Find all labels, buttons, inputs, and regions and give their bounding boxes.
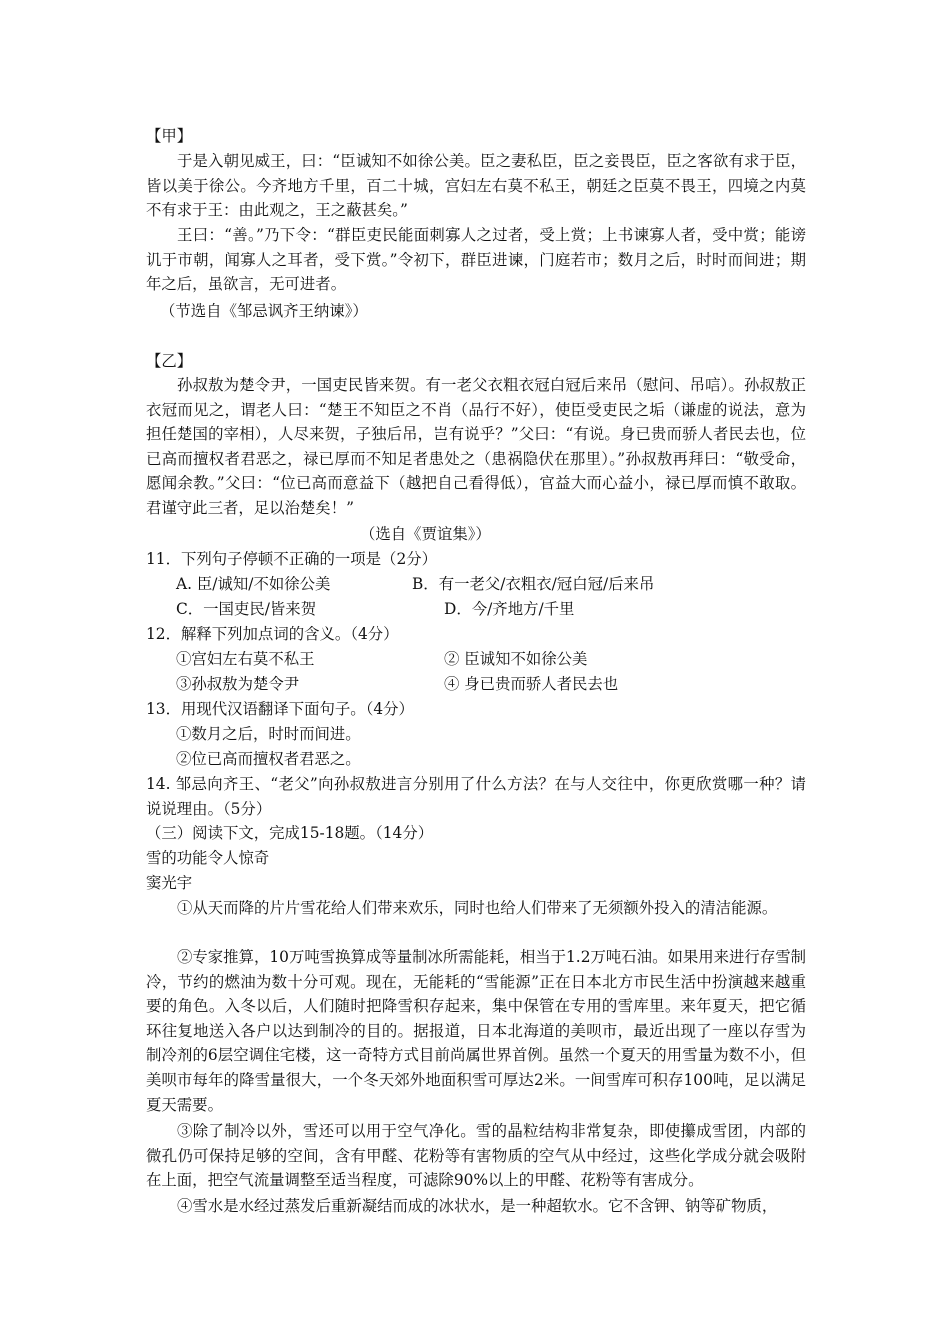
yi-source: （选自《贾谊集》） [360,525,491,543]
q11-stem: 11．下列句子停顿不正确的一项是（2分） [146,550,438,568]
article-paragraph-1: ①从天而降的片片雪花给人们带来欢乐，同时也给人们带来了无须额外投入的清洁能源。 [177,899,778,917]
q11-option-a: A. 臣/诚知/不如徐公美 [176,575,331,593]
q13-stem: 13．用现代汉语翻译下面句子。（4分） [146,700,414,718]
article-author: 窦光宇 [146,874,193,892]
q13-sentence-2: ②位已高而擅权者君恶之。 [176,750,361,768]
q12-item-1: ①宫妇左右莫不私王 [176,650,315,668]
yi-paragraph-1: 孙叔敖为楚令尹，一国吏民皆来贺。有一老父衣粗衣冠白冠后来吊（慰问、吊唁）。孙叔敖正衣冠而见之，谓老人曰：“楚王不知臣之不肖（品行不好），使臣受吏民之垢（谦虚的说法，意为担任楚国的宰相），人尽来贺，子独后吊，岂有说乎？”父曰：“有说。身已贵而骄人者民去也，位已高而擅权者君恶之，禄已厚而不知足者患处之（患祸隐伏在那里）。”孙叔敖再拜曰：“敬受命，愿闻余教。”父曰：“位已高而意益下（越把自己看得低），官益大而心益小，禄已厚而慎不敢取。君谨守此三者，足以治楚矣！” [146,376,806,517]
article-paragraph-3: ③除了制冷以外，雪还可以用于空气净化。雪的晶粒结构非常复杂，即使攥成雪团，内部的微孔仍可保持足够的空间，含有甲醛、花粉等有害物质的空气从中经过，这些化学成分就会吸附在上面，把空气流量调整至适当程度，可滤除90%以上的甲醛、花粉等有害成分。 [146,1122,806,1190]
yi-heading: 【乙】 [146,352,193,370]
section3-heading: （三）阅读下文，完成15-18题。（14分） [146,824,434,842]
q14-stem: 14. 邹忌向齐王、“老父”向孙叔敖进言分别用了什么方法？在与人交往中，你更欣赏哪一种？请说说理由。（5分） [146,775,806,818]
q12-stem: 12．解释下列加点词的含义。（4分） [146,625,399,643]
q11-option-c: C．一国吏民/皆来贺 [176,600,317,618]
q12-item-2: ② 臣诚知不如徐公美 [444,650,588,668]
q13-sentence-1: ①数月之后，时时而间进。 [176,725,361,743]
article-paragraph-2: ②专家推算，10万吨雪换算成等量制冰所需能耗，相当于1.2万吨石油。如果用来进行存雪制冷，节约的燃油为数十分可观。现在，无能耗的“雪能源”正在日本北方市民生活中扮演越来越重要的角色。入冬以后，人们随时把降雪积存起来，集中保管在专用的雪库里。来年夏天，把它循环往复地送入各户以达到制冷的目的。据报道，日本北海道的美呗市，最近出现了一座以存雪为制冷剂的6层空调住宅楼，这一奇特方式目前尚属世界首例。虽然一个夏天的用雪量为数不小，但美呗市每年的降雪量很大，一个冬天郊外地面积雪可厚达2米。一间雪库可积存100吨，足以满足夏天需要。 [146,948,806,1114]
jia-paragraph-1: 于是入朝见威王，曰：“臣诚知不如徐公美。臣之妻私臣，臣之妾畏臣，臣之客欲有求于臣，皆以美于徐公。今齐地方千里，百二十城，宫妇左右莫不私王，朝廷之臣莫不畏王，四境之内莫不有求于王：由此观之，王之蔽甚矣。” [146,152,806,220]
article-paragraph-4: ④雪水是水经过蒸发后重新凝结而成的冰状水，是一种超软水。它不含钾、钠等矿物质， [177,1197,778,1215]
q12-item-4: ④ 身已贵而骄人者民去也 [444,675,619,693]
q11-option-d: D．今/齐地方/千里 [444,600,575,618]
article-title: 雪的功能令人惊奇 [146,849,270,867]
jia-heading: 【甲】 [146,127,193,145]
jia-source: （节选自《邹忌讽齐王纳谏》） [160,302,368,320]
q12-item-3: ③孙叔敖为楚令尹 [176,675,300,693]
q11-option-b: B．有一老父/衣粗衣/冠白冠/后来吊 [412,575,655,593]
jia-paragraph-2: 王曰：“善。”乃下令：“群臣吏民能面刺寡人之过者，受上赏；上书谏寡人者，受中赏；能谤讥于市朝，闻寡人之耳者，受下赏。”令初下，群臣进谏，门庭若市；数月之后，时时而间进；期年之后，虽欲言，无可进者。 [146,226,806,294]
